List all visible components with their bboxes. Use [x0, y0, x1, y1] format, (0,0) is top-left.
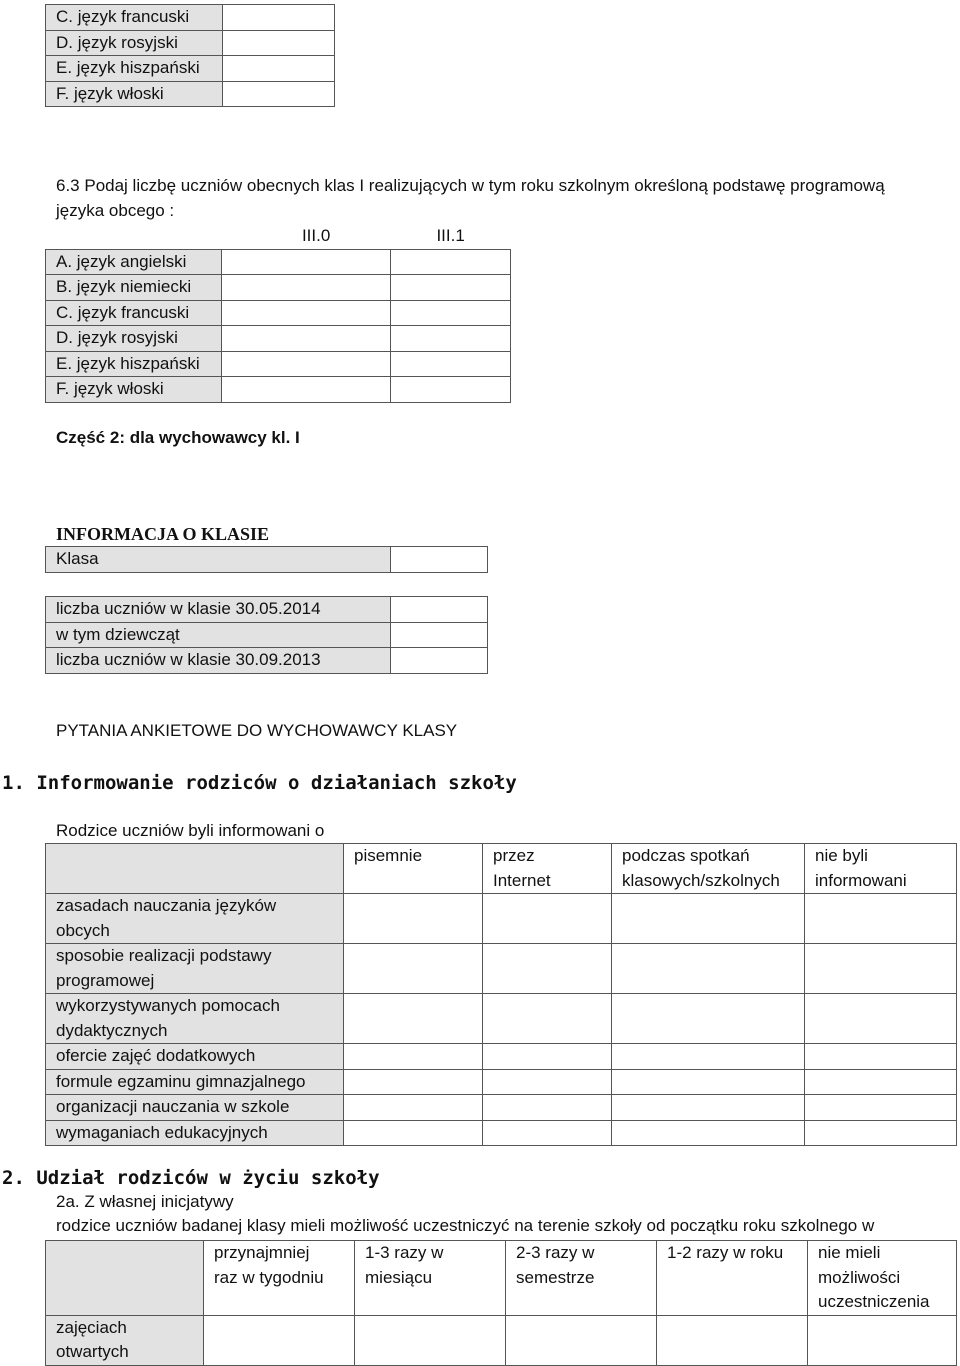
input-cell[interactable]: [223, 81, 335, 107]
input-cell[interactable]: [483, 994, 612, 1044]
klasa-table: [45, 546, 488, 573]
input-cell[interactable]: [612, 994, 805, 1044]
input-cell[interactable]: [344, 894, 483, 944]
info-table: [45, 596, 488, 674]
header-no-possibility: nie mieli możliwości uczestniczenia: [808, 1241, 957, 1316]
input-cell[interactable]: [222, 249, 391, 275]
header-pisemnie: pisemnie: [344, 844, 483, 894]
input-cell[interactable]: [222, 377, 391, 403]
table-row-label: ofercie zajęć dodatkowych: [46, 1044, 344, 1070]
table-row-label: B. język niemiecki: [46, 275, 222, 301]
input-cell[interactable]: [222, 275, 391, 301]
header-spotkania: podczas spotkań klasowych/szkolnych: [612, 844, 805, 894]
section2-heading: [2, 1167, 380, 1189]
section2-sub: 2a. Z własnej inicjatywy: [56, 1192, 234, 1211]
input-cell[interactable]: [805, 994, 957, 1044]
table-row-label: organizacji nauczania w szkole: [46, 1095, 344, 1121]
table-row-label: E. język hiszpański: [46, 351, 222, 377]
survey-title: PYTANIA ANKIETOWE DO WYCHOWAWCY KLASY: [56, 721, 458, 740]
input-cell[interactable]: [483, 1044, 612, 1070]
table-row-label: zajęciach otwartych: [46, 1315, 204, 1365]
input-cell[interactable]: [344, 1120, 483, 1146]
table-row-label: F. język włoski: [46, 81, 223, 107]
section2-intro: rodzice uczniów badanej klasy mieli możliwość uczestniczyć na terenie szkoły od początku roku szkolnego w: [56, 1216, 875, 1235]
input-cell[interactable]: [344, 1069, 483, 1095]
input-cell[interactable]: [805, 944, 957, 994]
table-row-label: zasadach nauczania języków obcych: [46, 894, 344, 944]
section2-number: 2.: [2, 1167, 25, 1189]
q63-table: [45, 224, 511, 403]
section1-number: 1.: [2, 772, 25, 794]
table-row-label: D. język rosyjski: [46, 30, 223, 56]
section1-heading: [2, 772, 517, 794]
input-cell[interactable]: [391, 351, 511, 377]
header-III1: III.1: [436, 226, 465, 245]
input-cell[interactable]: [808, 1315, 957, 1365]
input-cell[interactable]: [391, 275, 511, 301]
question-6-3: 6.3 Podaj liczbę uczniów obecnych klas I realizujących w tym roku szkolnym określoną podstawę programową: [56, 176, 885, 195]
input-cell[interactable]: [222, 300, 391, 326]
klasa-input[interactable]: [391, 547, 488, 573]
table-row-label: wymaganiach edukacyjnych: [46, 1120, 344, 1146]
input-cell[interactable]: [612, 1044, 805, 1070]
input-cell[interactable]: [344, 1095, 483, 1121]
header-nie-byli: nie byli informowani: [805, 844, 957, 894]
input-cell[interactable]: [612, 1069, 805, 1095]
klasa-label: Klasa: [46, 547, 391, 573]
input-cell[interactable]: [222, 351, 391, 377]
input-cell[interactable]: [223, 30, 335, 56]
input-cell[interactable]: [612, 1120, 805, 1146]
input-cell[interactable]: [483, 1095, 612, 1121]
input-cell[interactable]: [223, 56, 335, 82]
input-cell[interactable]: [506, 1315, 657, 1365]
section1-table: [45, 843, 957, 1146]
part2-title: Część 2: dla wychowawcy kl. I: [56, 428, 300, 447]
header-internet: przez Internet: [483, 844, 612, 894]
input-cell[interactable]: [344, 1044, 483, 1070]
input-cell[interactable]: [391, 249, 511, 275]
table-row-label: F. język włoski: [46, 377, 222, 403]
section2-title: Udział rodziców w życiu szkoły: [36, 1167, 380, 1189]
input-cell[interactable]: [805, 1044, 957, 1070]
header-weekly: przynajmniej raz w tygodniu: [204, 1241, 355, 1316]
input-cell[interactable]: [223, 5, 335, 31]
input-cell[interactable]: [391, 326, 511, 352]
table-row-label: C. język francuski: [46, 300, 222, 326]
input-cell[interactable]: [344, 994, 483, 1044]
table-row-label: w tym dziewcząt: [46, 622, 391, 648]
input-cell[interactable]: [483, 1069, 612, 1095]
input-cell[interactable]: [612, 944, 805, 994]
header-semester: 2-3 razy w semestrze: [506, 1241, 657, 1316]
input-cell[interactable]: [612, 1095, 805, 1121]
input-cell[interactable]: [391, 622, 488, 648]
input-cell[interactable]: [612, 894, 805, 944]
header-yearly: 1-2 razy w roku: [657, 1241, 808, 1316]
table-row-label: D. język rosyjski: [46, 326, 222, 352]
input-cell[interactable]: [222, 326, 391, 352]
table-row-label: wykorzystywanych pomocach dydaktycznych: [46, 994, 344, 1044]
table-row-label: liczba uczniów w klasie 30.09.2013: [46, 648, 391, 674]
input-cell[interactable]: [805, 1069, 957, 1095]
header-III0: III.0: [301, 226, 331, 245]
table-row-label: sposobie realizacji podstawy programowej: [46, 944, 344, 994]
table-row-label: A. język angielski: [46, 249, 222, 275]
input-cell[interactable]: [805, 894, 957, 944]
info-title: INFORMACJA O KLASIE: [56, 524, 270, 544]
header-monthly: 1-3 razy w miesiącu: [355, 1241, 506, 1316]
input-cell[interactable]: [657, 1315, 808, 1365]
section1-intro: Rodzice uczniów byli informowani o: [56, 821, 325, 840]
section2-table: [45, 1240, 957, 1366]
input-cell[interactable]: [391, 300, 511, 326]
input-cell[interactable]: [355, 1315, 506, 1365]
input-cell[interactable]: [204, 1315, 355, 1365]
table-row-label: C. język francuski: [46, 5, 223, 31]
input-cell[interactable]: [391, 597, 488, 623]
input-cell[interactable]: [391, 648, 488, 674]
input-cell[interactable]: [483, 944, 612, 994]
section1-title: Informowanie rodziców o działaniach szkoły: [36, 772, 517, 794]
input-cell[interactable]: [805, 1120, 957, 1146]
table-row-label: liczba uczniów w klasie 30.05.2014: [46, 597, 391, 623]
question-6-3-cont: języka obcego :: [56, 201, 175, 220]
input-cell[interactable]: [483, 894, 612, 944]
input-cell[interactable]: [391, 377, 511, 403]
top-language-table: [45, 4, 335, 107]
input-cell[interactable]: [805, 1095, 957, 1121]
table-row-label: formule egzaminu gimnazjalnego: [46, 1069, 344, 1095]
input-cell[interactable]: [483, 1120, 612, 1146]
table-row-label: E. język hiszpański: [46, 56, 223, 82]
input-cell[interactable]: [344, 944, 483, 994]
